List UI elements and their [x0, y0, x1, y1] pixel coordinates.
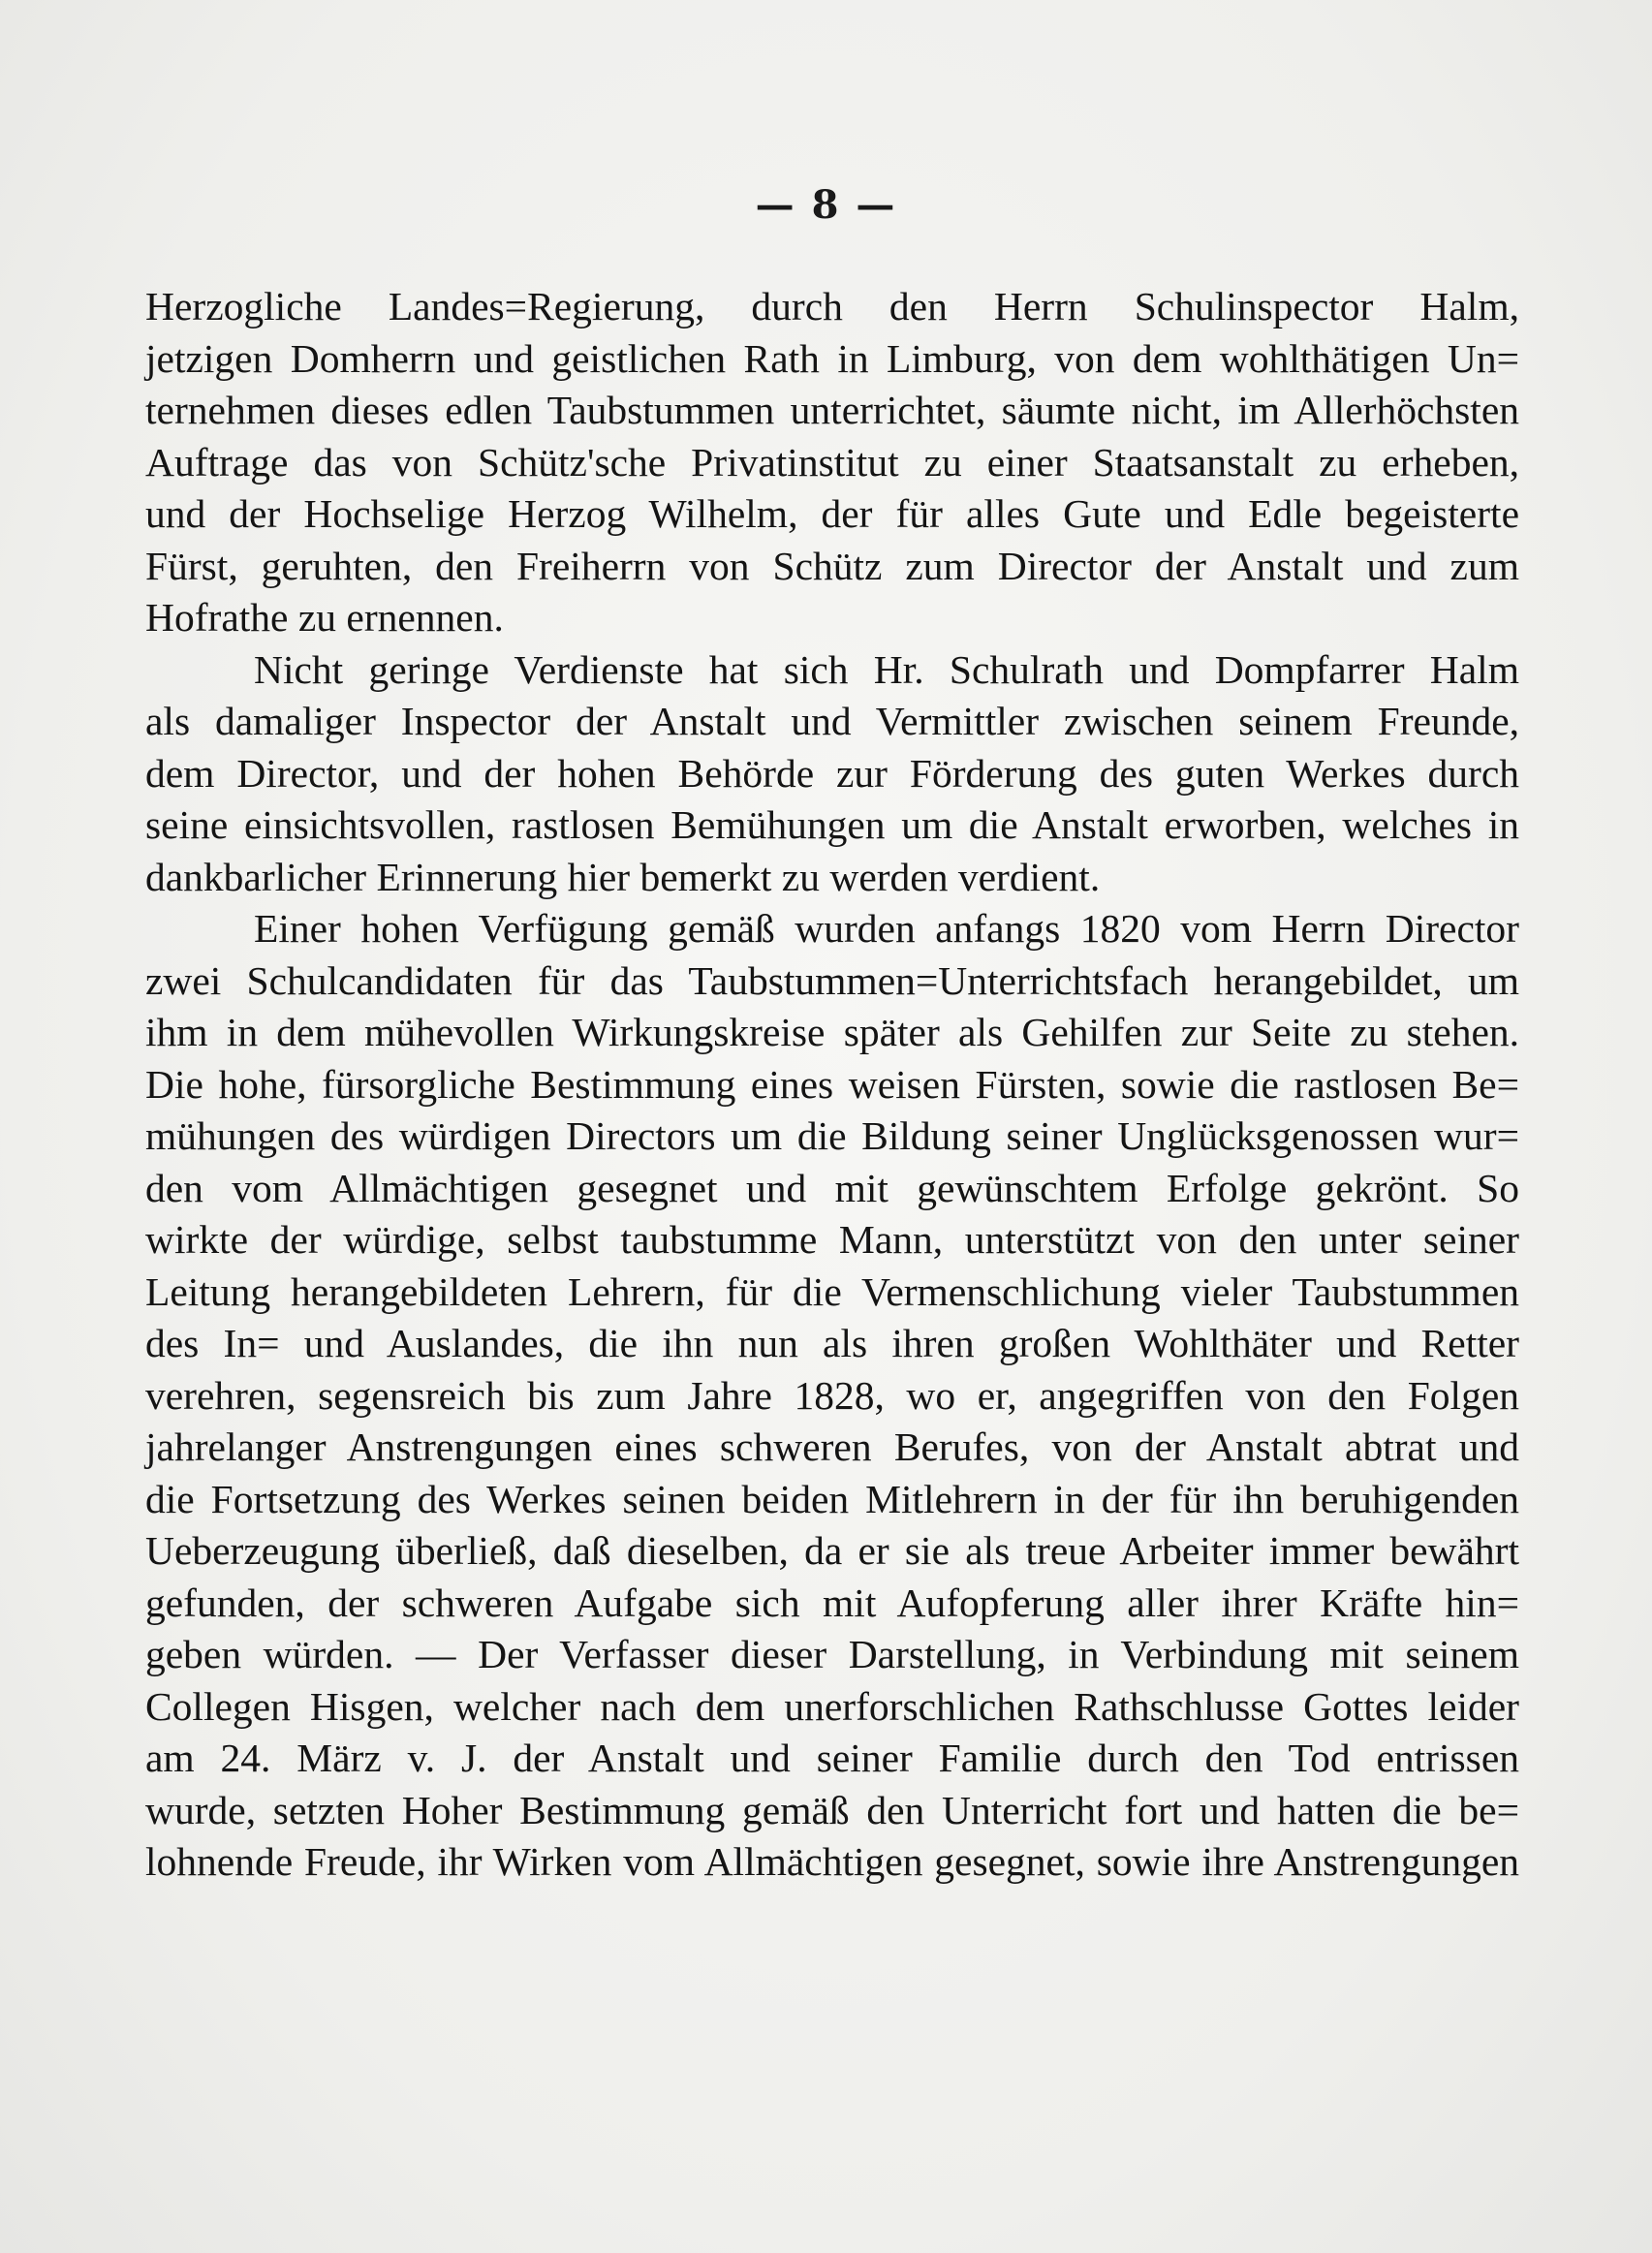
text-line: verehren, segensreich bis zum Jahre 1828, wo er, angegriffen von den Folgen [145, 1372, 1519, 1418]
text-line: zwei Schulcandidaten für das Taubstummen=Unterrichtsfach herangebildet, um [145, 957, 1519, 1003]
text-line: Collegen Hisgen, welcher nach dem unerforschlichen Rathschlusse Gottes leider [145, 1683, 1519, 1729]
text-line: jahrelanger Anstrengungen eines schweren Berufes, von der Anstalt abtrat und [145, 1424, 1519, 1469]
text-line: Auftrage das von Schütz'sche Privatinstitut zu einer Staatsanstalt zu erheben, [145, 439, 1519, 485]
text-line: Nicht geringe Verdienste hat sich Hr. Schulrath und Dompfarrer Halm [254, 646, 1519, 692]
text-line: den vom Allmächtigen gesegnet und mit gewünschtem Erfolge gekrönt. So [145, 1165, 1519, 1210]
text-line: geben würden. — Der Verfasser dieser Darstellung, in Verbindung mit seinem [145, 1632, 1519, 1676]
text-line: mühungen des würdigen Directors um die Bildung seiner Unglücksgenossen wur= [145, 1113, 1519, 1158]
text-line: jetzigen Domherrn und geistlichen Rath in Limburg, von dem wohlthätigen Un= [145, 335, 1519, 381]
text-line: gefunden, der schweren Aufgabe sich mit Aufopferung aller ihrer Kräfte hin= [145, 1580, 1519, 1625]
text-line: dankbarlicher Erinnerung hier bemerkt zu werden verdient. [145, 854, 1101, 899]
page-number: — 8 — [755, 182, 897, 228]
text-line: als damaliger Inspector der Anstalt und Vermittler zwischen seinem Freunde, [145, 699, 1519, 743]
text-line: am 24. März v. J. der Anstalt und seiner Familie durch den Tod entrissen [145, 1736, 1519, 1780]
text-line: Leitung herangebildeten Lehrern, für die Vermenschlichung vieler Taubstummen [145, 1268, 1519, 1314]
text-line: Die hohe, fürsorgliche Bestimmung eines weisen Fürsten, sowie die rastlosen Be= [145, 1061, 1519, 1107]
text-line: ihm in dem mühevollen Wirkungskreise später als Gehilfen zur Seite zu stehen. [145, 1010, 1519, 1054]
text-line: lohnende Freude, ihr Wirken vom Allmächtigen gesegnet, sowie ihre Anstrengungen [145, 1839, 1519, 1884]
text-line: Fürst, geruhten, den Freiherrn von Schütz zum Director der Anstalt und zum [145, 543, 1519, 588]
text-line: Herzogliche Landes=Regierung, durch den Herrn Schulinspector Halm, [145, 284, 1519, 329]
text-line: Hofrathe zu ernennen. [145, 595, 504, 640]
text-line: dem Director, und der hohen Behörde zur Förderung des guten Werkes durch [145, 750, 1519, 796]
text-line: wurde, setzten Hoher Bestimmung gemäß den Unterricht fort und hatten die be= [145, 1787, 1519, 1832]
text-line: wirkte der würdige, selbst taubstumme Mann, unterstützt von den unter seiner [145, 1217, 1519, 1262]
text-line: ternehmen dieses edlen Taubstummen unterrichtet, säumte nicht, im Allerhöchsten [145, 388, 1519, 432]
text-line: Ueberzeugung überließ, daß dieselben, da er sie als treue Arbeiter immer bewährt [145, 1528, 1519, 1573]
text-line: des In= und Auslandes, die ihn nun als ihren großen Wohlthäter und Retter [145, 1321, 1519, 1365]
text-line: und der Hochselige Herzog Wilhelm, der für alles Gute und Edle begeisterte [145, 491, 1519, 536]
text-line: die Fortsetzung des Werkes seinen beiden Mitlehrern in der für ihn beruhigenden [145, 1476, 1519, 1521]
body-text [145, 281, 1519, 1889]
text-line: seine einsichtsvollen, rastlosen Bemühungen um die Anstalt erworben, welches in [145, 802, 1519, 847]
text-line: Einer hohen Verfügung gemäß wurden anfangs 1820 vom Herrn Director [254, 906, 1519, 951]
